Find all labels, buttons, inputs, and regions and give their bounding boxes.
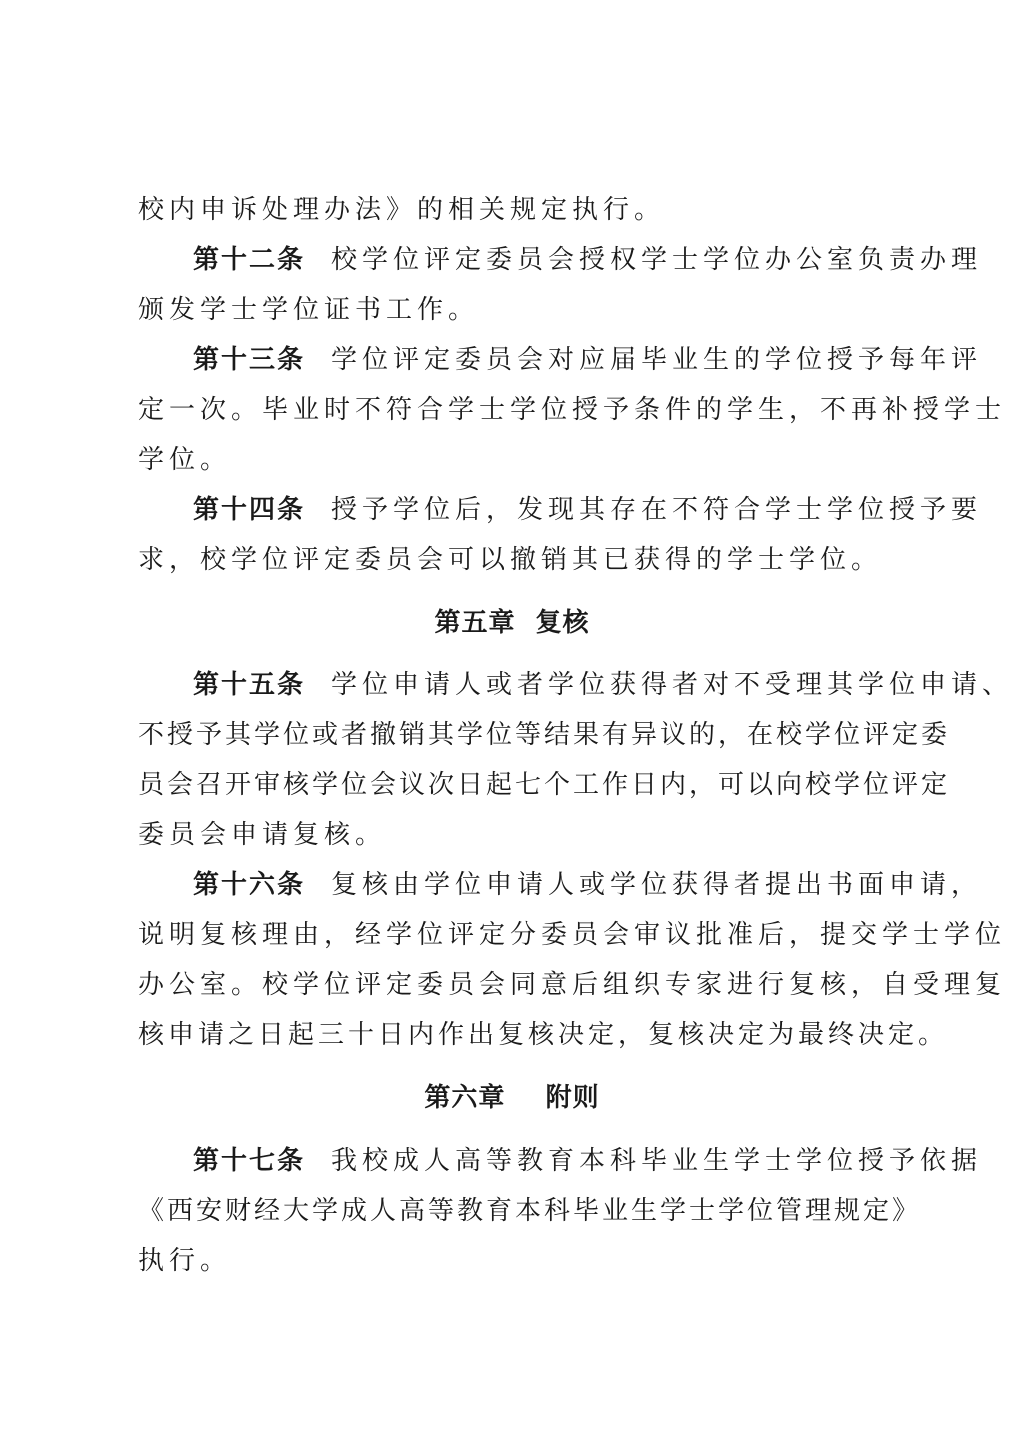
text-line: 定一次。毕业时不符合学士学位授予条件的学生，不再补授学士: [138, 395, 1007, 425]
text-line: 办公室。校学位评定委员会同意后组织专家进行复核，自受理复: [138, 970, 1007, 1000]
article-14-line: [138, 547, 882, 573]
text-line: 学位申请人或者学位获得者对不受理其学位申请、: [331, 670, 1014, 700]
chapter-6-heading: 第六章 附则: [424, 1083, 600, 1113]
article-12: [193, 247, 982, 273]
text-line: 校内申诉处理办法》的相关规定执行。: [138, 195, 666, 225]
text-line: 授予学位后，发现其存在不符合学士学位授予要: [331, 495, 983, 525]
text-line: 校学位评定委员会授权学士学位办公室负责办理: [331, 245, 983, 275]
article-number: 第十二条: [193, 245, 306, 275]
article-12-line: [138, 297, 479, 323]
article-15-line: [138, 722, 950, 748]
article-17: [193, 1148, 982, 1174]
text-line: 学位。: [138, 445, 232, 475]
text-line: 学位评定委员会对应届毕业生的学位授予每年评: [331, 345, 983, 375]
text-line: 委员会申请复核。: [138, 820, 387, 850]
article-number: 第十三条: [193, 345, 306, 375]
article-15-line: [138, 822, 386, 848]
article-13-line: [138, 397, 1006, 423]
text-line: 员会召开审核学位会议次日起七个工作日内，可以向校学位评定: [138, 770, 951, 800]
text-line: 不授予其学位或者撤销其学位等结果有异议的，在校学位评定委: [138, 720, 951, 750]
article-17-line: [138, 1198, 921, 1224]
article-15: [193, 672, 1013, 698]
text-line: 复核由学位申请人或学位获得者提出书面申请，: [331, 870, 983, 900]
article-13-line: [138, 447, 231, 473]
article-17-line: [138, 1248, 231, 1274]
article-number: 第十五条: [193, 670, 306, 700]
text-line: 《西安财经大学成人高等教育本科毕业生学士学位管理规定》: [138, 1196, 922, 1226]
article-16-line: [138, 972, 1006, 998]
article-14: [193, 497, 982, 523]
article-13: [193, 347, 982, 373]
text-line: 求，校学位评定委员会可以撤销其已获得的学士学位。: [138, 545, 883, 575]
text-line: 核申请之日起三十日内作出复核决定，复核决定为最终决定。: [138, 1020, 949, 1050]
article-15-line: [138, 772, 950, 798]
text-line: 我校成人高等教育本科毕业生学士学位授予依据: [331, 1146, 983, 1176]
chapter-5-heading: 第五章 复核: [434, 608, 590, 638]
text-line: 说明复核理由，经学位评定分委员会审议批准后，提交学士学位: [138, 920, 1007, 950]
article-16-line: [138, 922, 1006, 948]
article-16: [193, 872, 982, 898]
article-number: 第十四条: [193, 495, 306, 525]
article-16-line: [138, 1022, 948, 1048]
article-number: 第十六条: [193, 870, 306, 900]
text-line: 执行。: [138, 1246, 232, 1276]
article-number: 第十七条: [193, 1146, 306, 1176]
text-line: 颁发学士学位证书工作。: [138, 295, 480, 325]
paragraph-continuation: [138, 197, 665, 223]
